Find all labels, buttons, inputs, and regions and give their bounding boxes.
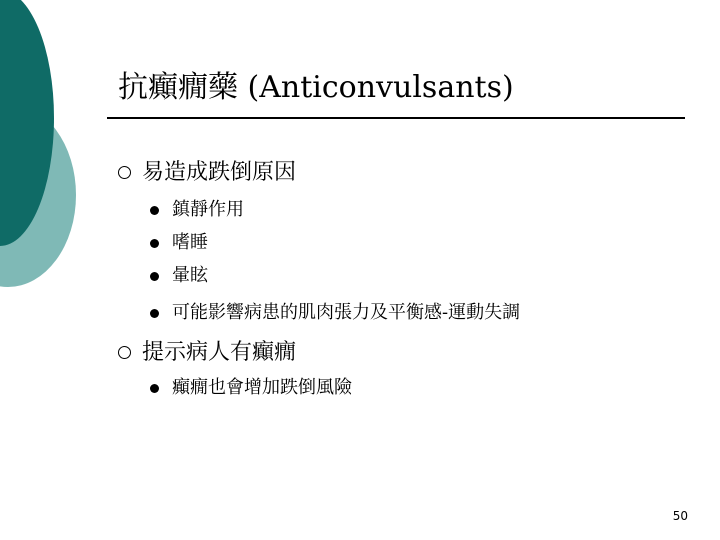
hollow-circle-bullet-icon [118, 166, 131, 179]
filled-circle-bullet-icon [150, 309, 159, 318]
decorative-corner-shapes [0, 0, 110, 300]
hollow-circle-bullet-icon [118, 346, 131, 359]
sub-bullet-text: 鎮靜作用 [172, 199, 244, 220]
bullet-heading: 提示病人有癲癇 [142, 340, 297, 365]
filled-circle-bullet-icon [150, 384, 159, 393]
sub-bullet-text: 嗜睡 [172, 232, 208, 253]
page-number: 50 [672, 509, 688, 523]
filled-circle-bullet-icon [150, 272, 159, 281]
bullet-heading: 易造成跌倒原因 [142, 160, 297, 185]
filled-circle-bullet-icon [150, 239, 159, 248]
sub-bullet-text: 暈眩 [172, 265, 208, 286]
slide-title: 抗癲癇藥 (Anticonvulsants) [118, 70, 514, 105]
title-underline [107, 117, 685, 119]
sub-bullet-text: 可能影響病患的肌肉張力及平衡感-運動失調 [172, 302, 521, 323]
filled-circle-bullet-icon [150, 206, 159, 215]
sub-bullet-text: 癲癇也會增加跌倒風險 [172, 377, 352, 398]
